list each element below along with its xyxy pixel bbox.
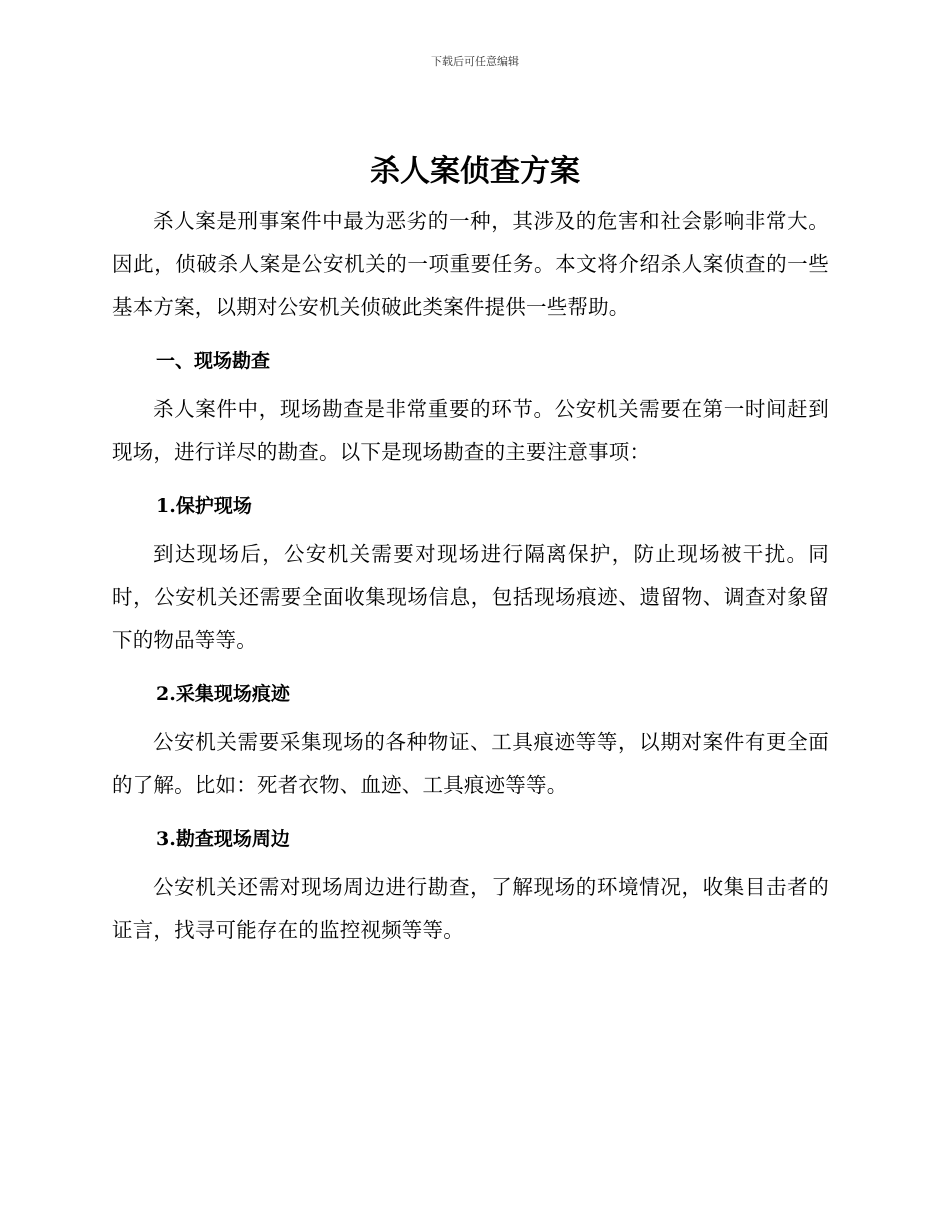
subheading-collect-traces: 2.采集现场痕迹 <box>156 683 290 705</box>
section-paragraph: 杀人案件中，现场勘查是非常重要的环节。公安机关需要在第一时间赶到现场，进行详尽的勘查。以下是现场勘查的主要注意事项： <box>112 397 829 464</box>
document-title: 杀人案侦查方案 <box>370 154 580 189</box>
paragraph-collect-traces: 公安机关需要采集现场的各种物证、工具痕迹等等，以期对案件有更全面的了解。比如：死者衣物、血迹、工具痕迹等等。 <box>112 730 829 797</box>
subheading-survey-surroundings: 3.勘查现场周边 <box>156 828 290 850</box>
paragraph-survey-surroundings: 公安机关还需对现场周边进行勘查，了解现场的环境情况，收集目击者的证言，找寻可能存在的监控视频等等。 <box>112 875 829 942</box>
document-body <box>112 200 829 952</box>
page-header: 下载后可任意编辑 <box>431 55 519 68</box>
section-heading-site-investigation: 一、现场勘查 <box>156 350 271 372</box>
paragraph-protect-scene: 到达现场后，公安机关需要对现场进行隔离保护，防止现场被干扰。同时，公安机关还需要全面收集现场信息，包括现场痕迹、遗留物、调查对象留下的物品等等。 <box>112 542 829 652</box>
intro-paragraph: 杀人案是刑事案件中最为恶劣的一种，其涉及的危害和社会影响非常大。因此，侦破杀人案是公安机关的一项重要任务。本文将介绍杀人案侦查的一些基本方案，以期对公安机关侦破此类案件提供一些帮助。 <box>112 209 829 319</box>
subheading-protect-scene: 1.保护现场 <box>156 495 252 517</box>
